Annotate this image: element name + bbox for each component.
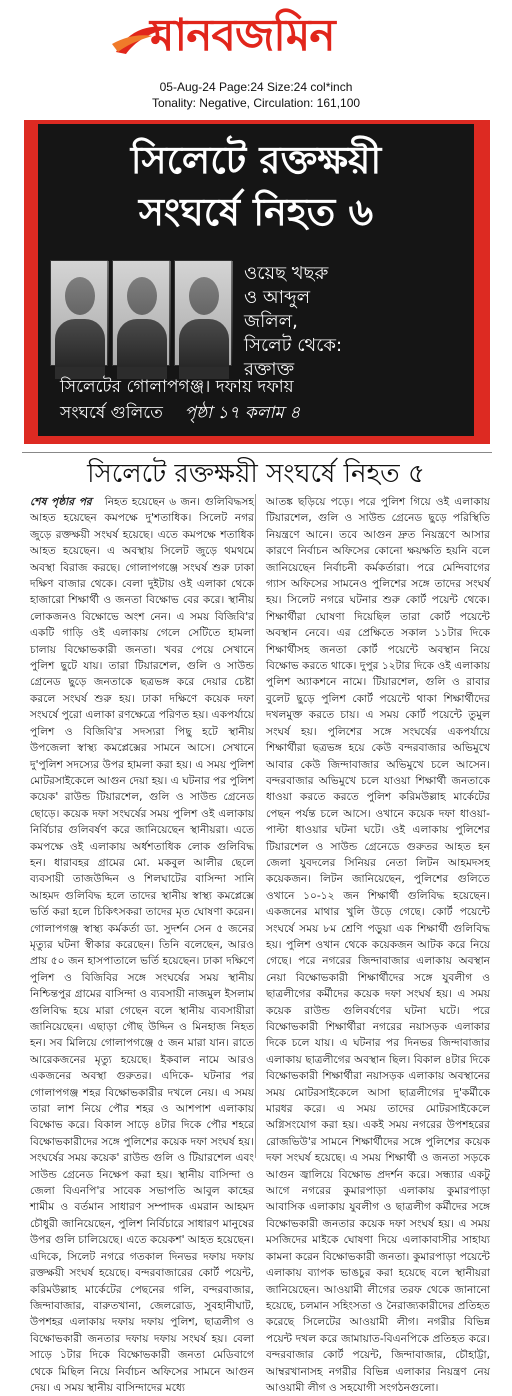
banner-headline-line-1: সিলেটে রক্তক্ষয়ী: [130, 138, 382, 182]
banner-headline-line-2: সংঘর্ষে নিহত ৬: [138, 190, 374, 234]
banner-teaser: [60, 374, 470, 426]
teaser-line-2-text: সংঘর্ষে গুলিতে: [60, 403, 163, 423]
section-divider: [22, 452, 492, 453]
article-headline: সিলেটে রক্তক্ষয়ী সংঘর্ষে নিহত ৫: [87, 459, 425, 489]
byline-line: সিলেট থেকে:: [244, 335, 343, 356]
teaser-line-1: সিলেটের গোলাপগঞ্জ। দফায় দফায়: [60, 377, 294, 397]
masthead: [0, 0, 512, 76]
victim-photo-1: [50, 260, 108, 366]
byline-line: রক্তাক্ত: [244, 359, 295, 380]
byline-line: ও আব্দুল: [244, 287, 311, 308]
byline-line: ওয়েছ খছরু: [244, 263, 329, 284]
victim-photo-2: [112, 260, 170, 366]
teaser-page-reference: পৃষ্ঠা ১৭ কলাম ৪: [184, 403, 301, 423]
victim-photo-3: [174, 260, 232, 366]
article-column-1-text: নিহত হয়েছেন ৬ জন। গুলিবিদ্ধসহ আহত হয়েছেন কমপক্ষে দু'শতাধিক। সিলেট নগর জুড়ে রক্তক্ষয়ী সংঘর্ষ হয়েছে। এতে কমপক্ষে শতাধিক আহত হয়েছেন। এ অবস্থায় সিলেট জুড়ে থমথমে অবস্থা বিরাজ করছে। গোলাপগঞ্জে সংঘর্ষ শুরু ঢাকা দক্ষিণ বাজার থেকে। বেলা দুইটায় ওই এলাকা থেকে হাজারো শিক্ষার্থী ও জনতা বিক্ষোভ বের করে। স্থানীয় লোকজনও বিক্ষোভে অংশ নেন। এ সময় বিজিবি'র একটি গাড়ি ওই এলাকায় গেলে সেটিতে হামলা চালায় বিক্ষোভকারী জনতা। খবর পেয়ে সেখানে পুলিশ ছুটে যায়। তারা টিয়ারশেল, গুলি ও সাউন্ড গ্রেনেড ছুড়ে জনতাকে ছত্রভঙ্গ করে দেয়ার চেষ্টা করলে সংঘর্ষ শুরু হয়। ঢাকা দক্ষিণে কয়েক দফা সংঘর্ষে পুরো এলাকা রণক্ষেত্রে পরিণত হয়। একপর্যায়ে পুলিশ ও বিজিবি'র সদস্যরা পিছু হটে স্থানীয় উপজেলা স্বাস্থ্য কমপ্লেক্সের সামনে আসে। সেখানে দু'পুলিশ সদস্যের উপর হামলা করা হয়। এ সময় পুলিশ মোটরসাইকেলে আগুন দেয়া হয়। এ ঘটনার পর পুলিশ কয়েক' রাউন্ড টিয়ারশেল, গুলি ও সাউন্ড গ্রেনেড ছোড়ে। কয়েক দফা সংঘর্ষের সময় পুলিশ ওই এলাকায় নির্বিচার গুলিবর্ষণ করে জানিয়েছেন স্থানীয়রা। এতে কমপক্ষে ওই এলাকায় অর্ধশতাধিক লোক গুলিবিদ্ধ হন। ধারাবহর গ্রামের মো. মকবুল আলীর ছেলে ব্যবসায়ী তাজউদ্দিন ও শিলঘাটের বাসিন্দা সানি আহমদ গুলিবিদ্ধ হলে তাদের স্থানীয় স্বাস্থ্য কমপ্লেক্সে ভর্তি করা হলে চিকিৎসকরা তাদের মৃত ঘোষণা করেন। গোলাপগঞ্জ স্বাস্থ্য কর্মকর্তা ডা. সুদর্শন সেন ৫ জনের মৃত্যুর ঘটনা স্বীকার করেছেন। তিনি বলেছেন, আরও প্রায় ৫০ জন হাসপাতালে ভর্তি হয়েছেন। ঢাকা দক্ষিণে পুলিশ ও বিজিবির সঙ্গে সংঘর্ষের সময় স্থানীয় নিশ্চিন্তপুর গ্রামের বাসিন্দা ও ব্যবসায়ী নাজমুল ইসলাম গুলিবিদ্ধ হয়ে মারা গেছেন বলে স্থানীয় ব্যবসায়ীরা জানিয়েছেন। এছাড়া গৌছ উদ্দিন ও মিনহাজ নিহত হন। সব মিলিয়ে গোলাপগঞ্জে ৫ জন মারা যান। রাতে আরেকজনের মৃত্যু হয়েছে। ইকবাল নামে আরও একজনের অবস্থা গুরুতর। এদিকে- ঘটনার পর গোলাপগঞ্জ শহর বিক্ষোভকারীর দখলে নেয়। এ সময় তারা লাশ নিয়ে পৌর শহর ও আশপাশ এলাকায় বিক্ষোভ করে। বিকাল সাড়ে ৪টার দিকে পৌর শহরে বিক্ষোভকারীদের সঙ্গে পুলিশের কয়েক দফা সংঘর্ষ হয়। সংঘর্ষের সময় কয়েক' রাউন্ড গুলি ও টিয়ারশেল এবং সাউন্ড গ্রেনেড নিক্ষেপ করা হয়। স্থানীয় বাসিন্দা ও জেলা বিএনপি'র সাবেক সভাপতি আবুল কাহের শামীম ও বর্তমান সাধারণ সম্পাদক এমরান আহমদ চৌধুরী জানিয়েছেন, পুলিশ নির্বিচারে সাধারণ মানুষের উপর গুলি চালিয়েছে। এতে কয়েকশ' আহত হয়েছেন। এদিকে, সিলেট নগরে গতকাল দিনভর দফায় দফায় রক্তক্ষয়ী সংঘর্ষ হয়েছে। বন্দরবাজারের কোর্ট পয়েন্ট, করিমউল্লাহ মার্কেটের পেছনের গলি, বন্দরবাজার, জিন্দাবাজার, বারুতখানা, জেলরোড, সুবহানীঘাট, উপশহর এলাকায় দফায় দফায় পুলিশ, ছাত্রলীগ ও বিক্ষোভকারী জনতার দফায় দফায় সংঘর্ষ হয়। বেলা সাড়ে ১টার দিকে বিক্ষোভকারী জনতা মেডিবাগে থেকে মিছিল নিয়ে নির্বাচন অফিসের সামনে আগুন দেয়। এ সময় স্থানীয় বাসিন্দাদের মধ্যে: [30, 496, 254, 1394]
article-body: [30, 494, 490, 1394]
front-page-banner: [24, 120, 490, 444]
article-column-1: [30, 494, 254, 1394]
clip-info-line-1: 05-Aug-24 Page:24 Size:24 col*inch: [159, 80, 353, 94]
clip-info-line-2: Tonality: Negative, Circulation: 161,100: [151, 96, 361, 110]
banner-byline: [244, 262, 468, 382]
column-divider: [255, 494, 256, 1158]
article-kicker: শেষ পৃষ্ঠার পর: [30, 496, 92, 508]
masthead-title: মানবজমিন: [150, 10, 335, 61]
article-column-2-text: আতঙ্ক ছড়িয়ে পড়ে। পরে পুলিশ গিয়ে ওই এলাকায় টিয়ারশেল, গুলি ও সাউন্ড গ্রেনেড ছুড়ে পরিস্থিতি নিয়ন্ত্রণে আনে। তবে আগুন দ্রুত নিয়ন্ত্রণে আসার কারণে নির্বাচন অফিসের কোনো ক্ষয়ক্ষতি হয়নি বলে জানিয়েছেন নির্বাচনী কর্মকর্তারা। পরে মেন্দিবাগের গ্যাস অফিসের সামনেও পুলিশের সঙ্গে তাদের সংঘর্ষ হয়। সিলেট নগরে ঘটনার শুরু কোর্ট পয়েন্ট থেকে। শিক্ষার্থীরা ঘোষণা দিয়েছিল তারা কোর্ট পয়েন্টে অবস্থান নেবে। এর প্রেক্ষিতে সকাল ১১টার দিকে শিক্ষার্থীসহ জনতা কোর্ট পয়েন্টে অবস্থান নিয়ে বিক্ষোভ করতে থাকে। দুপুর ১২টার দিকে ওই এলাকায় পুলিশ অ্যাকশনে নামে। টিয়ারশেল, গুলি ও রাবার বুলেট ছুড়ে পুলিশ কোর্ট পয়েন্টে থাকা শিক্ষার্থীদের দখলমুক্ত করতে চায়। এ সময় কোর্ট পয়েন্টে তুমুল সংঘর্ষ হয়। পুলিশের সঙ্গে সংঘর্ষের একপর্যায়ে শিক্ষার্থীরা ছত্রভঙ্গ হয়ে কেউ বন্দরবাজার অভিমুখে আবার কেউ জিন্দাবাজার অভিমুখে চলে আসেন। বন্দরবাজার অভিমুখে চলে যাওয়া শিক্ষার্থী জনতাকে ধাওয়া করতে করতে পুলিশ করিমউল্লাহ মার্কেটের পেছন পর্যন্ত চলে আসে। ওখানে কয়েক দফা ধাওয়া-পাল্টা ধাওয়ার ঘটনা ঘটে। ওই এলাকায় পুলিশের টিয়ারশেল ও সাউন্ড গ্রেনেডে গুরুতর আহত হন জেলা যুবদলের সিনিয়র নেতা লিটন আহমদসহ কয়েকজন। লিটন জানিয়েছেন, পুলিশের গুলিতে ওখানে ১০-১২ জন শিক্ষার্থী গুলিবিদ্ধ হয়েছেন। একজনের মাথার খুলি উড়ে গেছে। কোর্ট পয়েন্টে সংঘর্ষে সময় ৮ম শ্রেণি পড়ুয়া এক শিক্ষার্থী গুলিবিদ্ধ হয়। পুলিশ ওখান থেকে কয়েকজন আটক করে নিয়ে গেছে। পরে নগরের জিন্দাবাজার এলাকায় অবস্থান নেয়া বিক্ষোভকারী শিক্ষার্থীদের সঙ্গে যুবলীগ ও ছাত্রলীগের কর্মীদের কয়েক দফা সংঘর্ষ হয়। এ সময় কয়েক রাউন্ড গুলিবর্ষণের ঘটনা ঘটে। পরে বিক্ষোভকারী শিক্ষার্থীরা নগরের নয়াসড়ক এলাকার দিকে চলে যায়। এ ঘটনার পর দিনভর জিন্দাবাজার এলাকায় ছাত্রলীগের অবস্থান ছিল। বিকাল ৪টার দিকে বিক্ষোভকারী শিক্ষার্থীরা নয়াসড়ক এলাকায় অবস্থানের সময় মোটরসাইকেলে আসা ছাত্রলীগের দু'কর্মীকে মারধর করে। এ সময় তাদের মোটরসাইকেলে অগ্নিসংযোগ করা হয়। একই সময় নগরের উপশহরের রোজভিউ'র সামনে শিক্ষার্থীদের সঙ্গে পুলিশের কয়েক দফা সংঘর্ষ হয়েছে। এ সময় শিক্ষার্থী ও জনতা সড়কে আগুন জ্বালিয়ে বিক্ষোভ প্রদর্শন করে। সন্ধ্যার একটু আগে নগরের কুমারপাড়া এলাকায় কুমারপাড়া আবাসিক এলাকায় যুবলীগ ও ছাত্রলীগ কর্মীদের সঙ্গে বিক্ষোভকারী জনতার কয়েক দফা সংঘর্ষ হয়। এ সময় মসজিদের মাইকে ঘোষণা দিয়ে এলাকাবাসীর সাহায্য কামনা করেন বিক্ষোভকারী জনতা। কুমারপাড়া পয়েন্টে এলাকায় ব্যাপক ভাঙচুর করা হয়েছে বলে স্থানীয়রা জানিয়েছেন। আওয়ামী লীগের তরফ থেকে জানানো হয়েছে, চলমান সহিংসতা ও নৈরাজ্যকারীদের প্রতিহত করেছে সিলেটের আওয়ামী লীগ। নগরীর বিভিন্ন পয়েন্ট দখল করে জামায়াত-বিএনপিকে প্রতিহত করে। বন্দরবাজার কোর্ট পয়েন্ট, জিন্দাবাজার, চৌহাট্টা, আম্বরখানাসহ নগরীর বিভিন্ন এলাকার নিয়ন্ত্রণ নেয় আওয়ামী লীগ ও সহযোগী সংগঠনগুলো।: [266, 496, 490, 1394]
teaser-line-2: [60, 400, 470, 426]
banner-box: [38, 124, 474, 436]
byline-line: জলিল,: [244, 311, 298, 332]
article-column-2: [266, 494, 490, 1394]
